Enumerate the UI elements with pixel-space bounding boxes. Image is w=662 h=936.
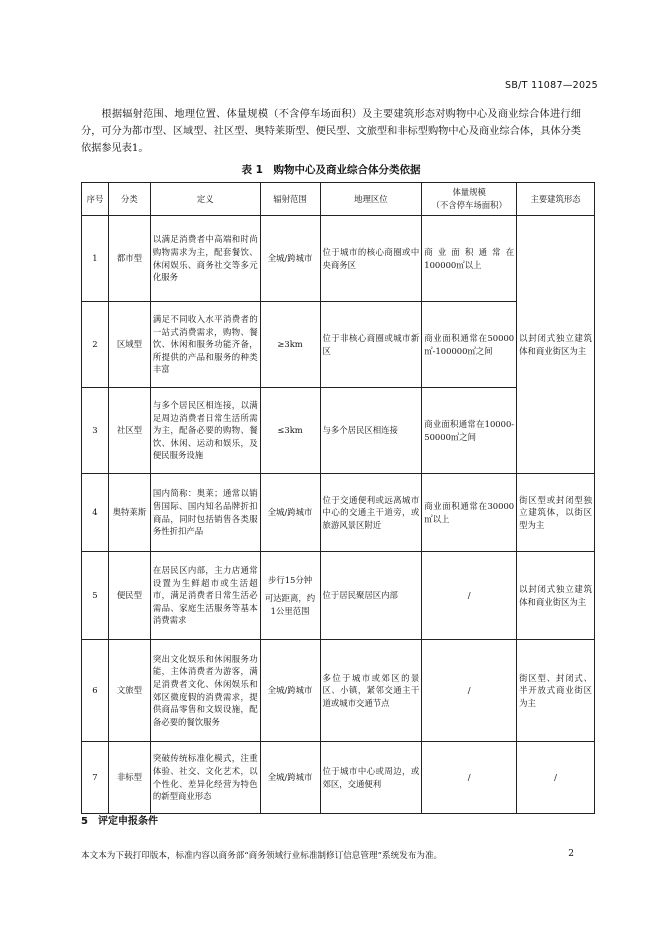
cell-radius: 全城/跨城市 <box>260 640 320 742</box>
cell-type: 区域型 <box>108 302 150 388</box>
cell-radius: 全城/跨城市 <box>260 742 320 814</box>
classification-table <box>81 182 595 814</box>
cell-definition: 在居民区内部，主力店通常设置为生鲜超市或生活超市，满足消费者日常生活必需品、家庭生活服务等基本消费需求 <box>150 552 260 640</box>
cell-radius-line1: 步行15分钟 <box>267 574 313 585</box>
cell-no: 4 <box>82 474 109 552</box>
cell-scale: 商业面积通常在30000㎡以上 <box>422 474 517 552</box>
cell-radius: ≤3km <box>260 388 320 474</box>
table-row <box>82 640 595 742</box>
cell-form: 以封闭式独立建筑体和商业街区为主 <box>517 552 595 640</box>
header-no: 序号 <box>82 183 109 216</box>
cell-definition: 与多个居民区相连接，以满足周边消费者日常生活所需为主，配备必要的购物、餐饮、休闲、运动和娱乐，及便民服务设施 <box>150 388 260 474</box>
cell-no: 6 <box>82 640 109 742</box>
cell-scale: 商业面积通常在100000㎡以上 <box>422 216 517 302</box>
cell-radius: 全城/跨城市 <box>260 474 320 552</box>
cell-radius: 全城/跨城市 <box>260 216 320 302</box>
cell-location: 位于城市中心或周边，或郊区，交通便利 <box>320 742 422 814</box>
cell-type: 都市型 <box>108 216 150 302</box>
cell-location: 位于交通便利或远离城市中心的交通主干道旁，或旅游风景区附近 <box>320 474 422 552</box>
table-row <box>82 216 595 302</box>
cell-radius <box>260 552 320 640</box>
cell-form: 街区型或封闭型独立建筑体，以街区型为主 <box>517 474 595 552</box>
cell-no: 3 <box>82 388 109 474</box>
cell-location: 多位于城市或郊区的景区、小镇，紧邻交通主干道或城市交通节点 <box>320 640 422 742</box>
cell-location: 位于居民聚居区内部 <box>320 552 422 640</box>
header-type: 分类 <box>108 183 150 216</box>
cell-definition: 突破传统标准化模式，注重体验、社交、文化艺术，以个性化、差异化经营为特色的新型商业形态 <box>150 742 260 814</box>
cell-definition: 国内简称：奥莱；通常以销售国际、国内知名品牌折扣商品，同时包括销售各类服务性折扣产品 <box>150 474 260 552</box>
section-heading: 5 评定申报条件 <box>81 816 158 827</box>
cell-no: 7 <box>82 742 109 814</box>
header-location: 地理区位 <box>320 183 422 216</box>
cell-radius: ≥3km <box>260 302 320 388</box>
cell-definition: 突出文化娱乐和休闲服务功能，主体消费者为游客，满足消费者文化、休闲娱乐和郊区微度假的消费需求，提供商品零售和文娱设施，配备必要的餐饮服务 <box>150 640 260 742</box>
header-scale <box>422 183 517 216</box>
cell-definition: 以满足消费者中高端和时尚购物需求为主，配套餐饮、休闲娱乐、商务社交等多元化服务 <box>150 216 260 302</box>
table-header-row <box>82 183 595 216</box>
header-scale-line1: 体量规模 <box>452 187 486 198</box>
cell-type: 便民型 <box>108 552 150 640</box>
table-row <box>82 474 595 552</box>
header-radius: 辐射范围 <box>260 183 320 216</box>
cell-scale: 商业面积通常在10000-50000㎡之间 <box>422 388 517 474</box>
cell-scale: 商业面积通常在50000㎡-100000㎡之间 <box>422 302 517 388</box>
cell-type: 社区型 <box>108 388 150 474</box>
table-row <box>82 742 595 814</box>
cell-scale: / <box>422 552 517 640</box>
header-scale-line2: （不含停车场面积） <box>431 200 507 210</box>
cell-scale: / <box>422 640 517 742</box>
cell-location: 位于城市的核心商圈或中央商务区 <box>320 216 422 302</box>
cell-form: / <box>517 742 595 814</box>
cell-type: 非标型 <box>108 742 150 814</box>
header-definition: 定义 <box>150 183 260 216</box>
cell-location: 与多个居民区相连接 <box>320 388 422 474</box>
cell-type: 文旅型 <box>108 640 150 742</box>
cell-location: 位于非核心商圈或城市新区 <box>320 302 422 388</box>
cell-form: 街区型、封闭式、半开放式商业街区为主 <box>517 640 595 742</box>
page-number: 2 <box>568 849 574 859</box>
standard-code: SB/T 11087—2025 <box>505 80 598 91</box>
intro-paragraph: 根据辐射范围、地理位置、体量规模（不含停车场面积）及主要建筑形态对购物中心及商业综合体进行细分，可分为都市型、区域型、社区型、奥特莱斯型、便民型、文旅型和非标型购物中心及商业综合体，具体分类依据参见表1。 <box>81 109 581 154</box>
header-form: 主要建筑形态 <box>517 183 595 216</box>
cell-no: 1 <box>82 216 109 302</box>
cell-radius-line2: 可达距离，约1公里范围 <box>264 593 316 616</box>
cell-no: 2 <box>82 302 109 388</box>
footer-note: 本文本为下载打印版本，标准内容以商务部“商务领域行业标准制修订信息管理”系统发布为准。 <box>81 851 443 861</box>
cell-definition: 满足不同收入水平消费者的一站式消费需求，购物、餐饮、休闲和服务功能齐备，所提供的产品和服务的种类丰富 <box>150 302 260 388</box>
table-caption: 表 1 购物中心及商业综合体分类依据 <box>241 164 421 176</box>
cell-form-merged: 以封闭式独立建筑体和商业街区为主 <box>517 216 595 474</box>
cell-no: 5 <box>82 552 109 640</box>
table-row <box>82 552 595 640</box>
cell-scale: / <box>422 742 517 814</box>
cell-type: 奥特莱斯 <box>108 474 150 552</box>
